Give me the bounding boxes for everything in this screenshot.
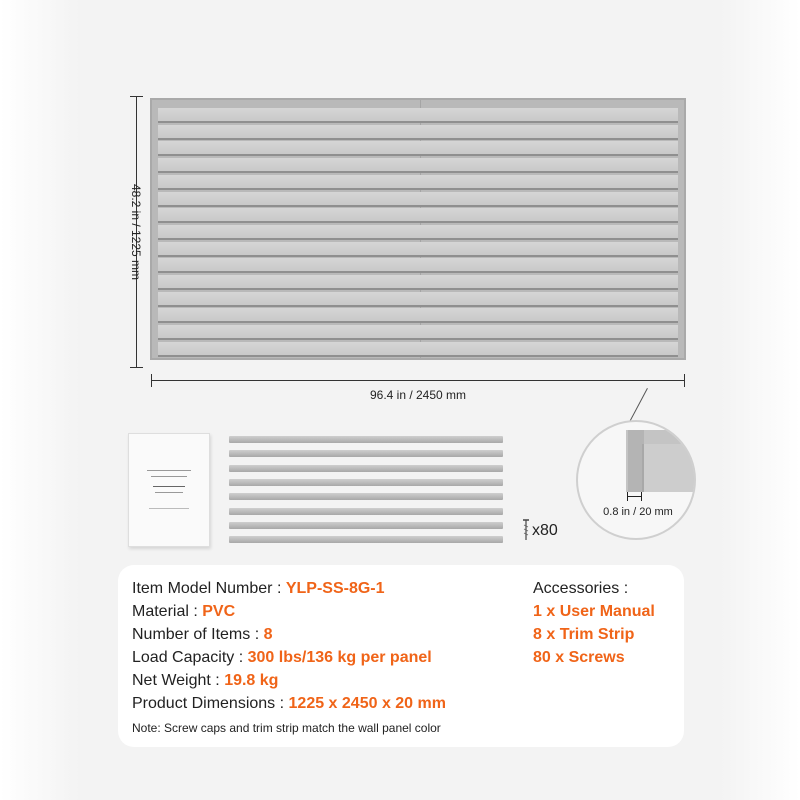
panel-slat xyxy=(158,108,678,123)
height-dimension-label: 48.2 in / 1225 mm xyxy=(129,183,143,281)
spec-label: Net Weight : xyxy=(132,672,225,689)
panel-slat xyxy=(158,225,678,240)
spec-number-of-items xyxy=(132,626,273,644)
screw-count-label: x80 xyxy=(532,522,558,539)
slatwall-panel-image xyxy=(150,98,686,360)
gap-dimension-tick xyxy=(641,492,642,501)
trim-strip xyxy=(229,508,503,515)
spec-net-weight xyxy=(132,672,278,690)
panel-slat xyxy=(158,258,678,273)
edge-detail-zoom xyxy=(576,420,696,540)
trim-strip xyxy=(229,536,503,543)
spec-label: Material : xyxy=(132,603,203,620)
height-dimension-cap-bottom xyxy=(130,367,143,368)
gap-dimension-tick xyxy=(627,492,628,501)
accessory-item: 80 x Screws xyxy=(533,649,625,666)
trim-strip xyxy=(229,493,503,500)
manual-text-line xyxy=(147,470,191,471)
screw-icon xyxy=(522,518,530,542)
width-dimension-line xyxy=(151,380,685,381)
panel-slat xyxy=(158,125,678,140)
trim-strip xyxy=(229,465,503,472)
manual-text-line xyxy=(149,508,189,509)
trim-strip xyxy=(229,522,503,529)
panel-slat xyxy=(158,158,678,173)
panel-slat xyxy=(158,275,678,290)
panel-slat xyxy=(158,141,678,156)
manual-text-line xyxy=(155,492,183,493)
spec-label: Load Capacity : xyxy=(132,649,248,666)
spec-value: YLP-SS-8G-1 xyxy=(285,580,385,597)
panel-slat xyxy=(158,242,678,257)
spec-product-dimensions xyxy=(132,695,446,713)
panel-slat xyxy=(158,292,678,307)
spec-label: Item Model Number : xyxy=(132,580,286,597)
detail-face xyxy=(642,444,696,492)
manual-text-line xyxy=(153,486,185,487)
width-dimension-cap-right xyxy=(684,374,685,387)
spec-material xyxy=(132,603,235,621)
gap-dimension-line xyxy=(627,496,642,497)
height-dimension-cap-top xyxy=(130,96,143,97)
spec-model-number xyxy=(132,580,385,598)
spec-value: 1225 x 2450 x 20 mm xyxy=(288,695,446,712)
trim-strip xyxy=(229,436,503,443)
panel-slat xyxy=(158,342,678,357)
color-match-note: Note: Screw caps and trim strip match the wall panel color xyxy=(132,721,441,735)
gap-dimension-label: 0.8 in / 20 mm xyxy=(603,506,673,518)
spec-value: 8 xyxy=(263,626,273,643)
panel-slat xyxy=(158,308,678,323)
accessory-item: 8 x Trim Strip xyxy=(533,626,635,643)
spec-label: Product Dimensions : xyxy=(132,695,289,712)
spec-card xyxy=(118,565,684,747)
accessory-item: 1 x User Manual xyxy=(533,603,655,620)
user-manual-image xyxy=(128,433,210,547)
manual-text-line xyxy=(151,476,187,477)
spec-value: PVC xyxy=(202,603,236,620)
panel-slat xyxy=(158,175,678,190)
trim-strip xyxy=(229,479,503,486)
spec-label: Number of Items : xyxy=(132,626,264,643)
spec-load-capacity xyxy=(132,649,432,667)
spec-value: 19.8 kg xyxy=(224,672,279,689)
trim-strip xyxy=(229,450,503,457)
panel-slat xyxy=(158,325,678,340)
width-dimension-cap-left xyxy=(151,374,152,387)
panel-slat xyxy=(158,192,678,207)
accessories-title: Accessories : xyxy=(533,580,629,597)
width-dimension-label: 96.4 in / 2450 mm xyxy=(369,388,467,402)
spec-value: 300 lbs/136 kg per panel xyxy=(247,649,432,666)
panel-slat xyxy=(158,208,678,223)
